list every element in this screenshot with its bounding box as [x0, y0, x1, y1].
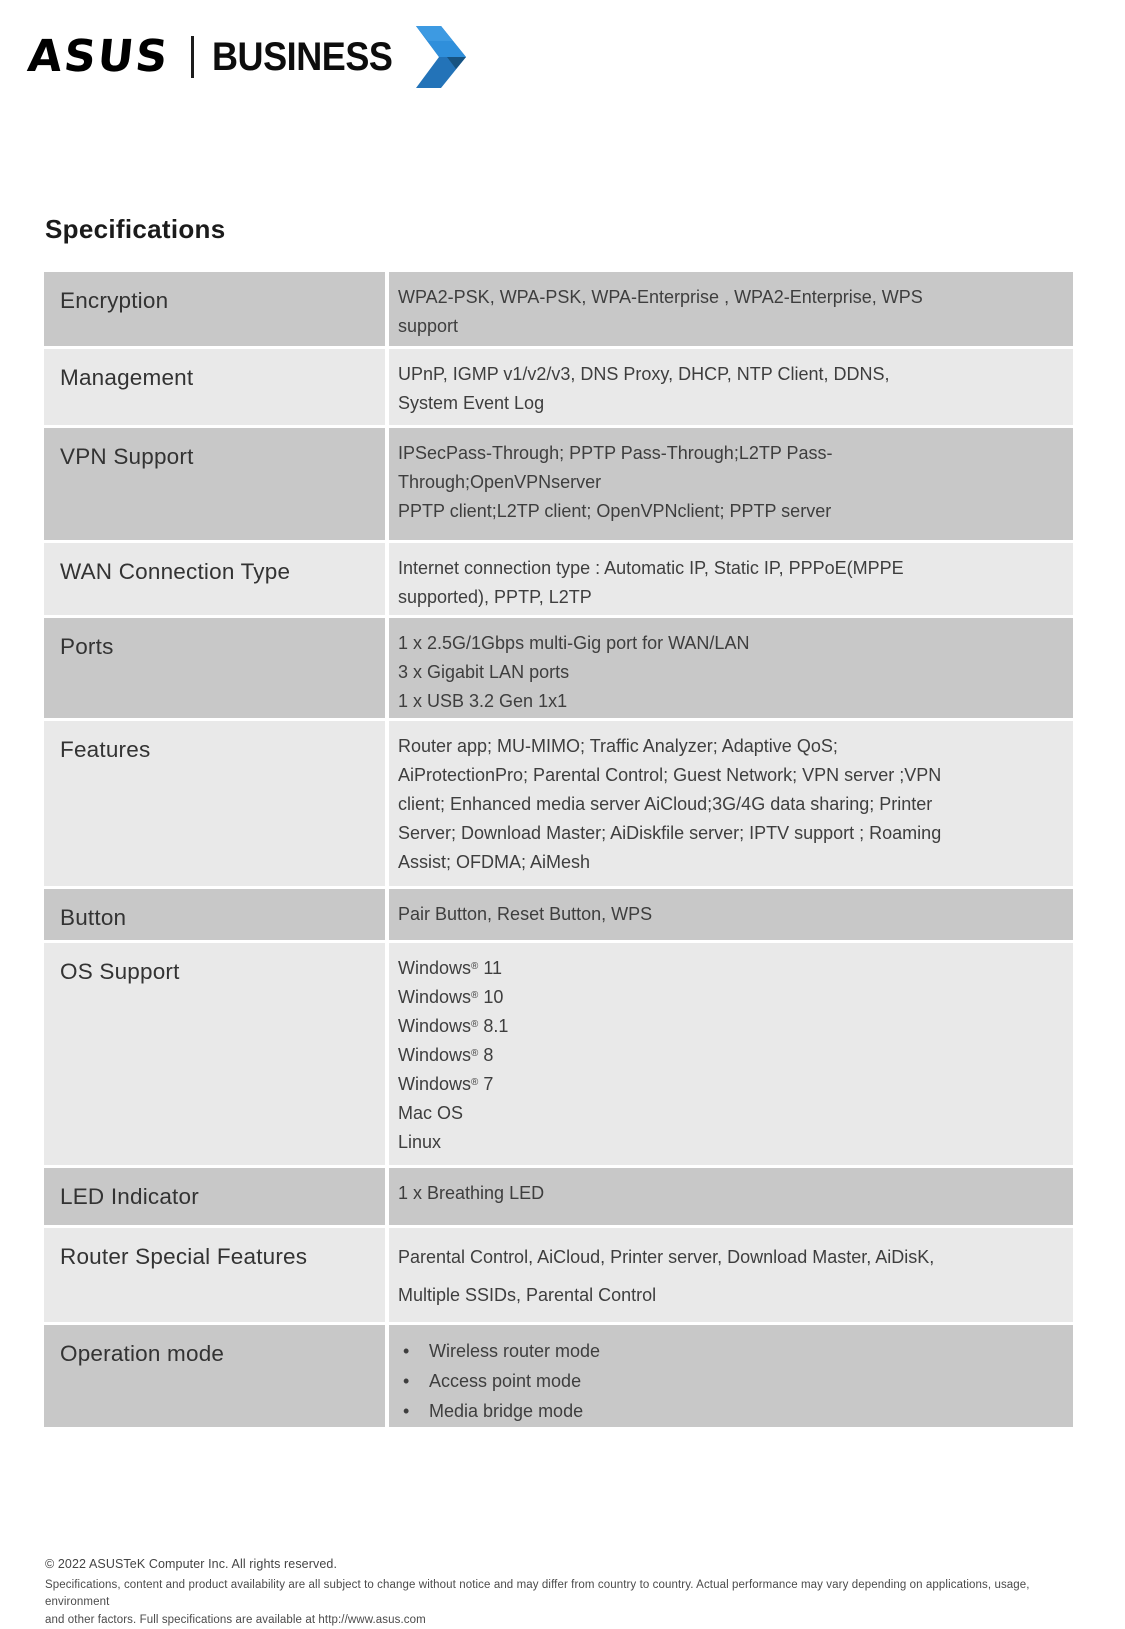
- spec-value-line: Server; Download Master; AiDiskfile server; IPTV support ; Roaming: [398, 819, 1059, 848]
- bullet-item: [398, 1366, 1059, 1396]
- spec-value-line: support: [398, 312, 1059, 341]
- spec-value: [389, 618, 1073, 718]
- spec-value: [389, 1168, 1073, 1225]
- spec-value: [389, 1325, 1073, 1427]
- spec-value: [389, 1228, 1073, 1322]
- spec-value-line: Windows® 7: [398, 1070, 1059, 1099]
- spec-value-line: 1 x USB 3.2 Gen 1x1: [398, 687, 1059, 716]
- spec-value-line: Router app; MU-MIMO; Traffic Analyzer; Adaptive QoS;: [398, 732, 1059, 761]
- spec-value-line: WPA2-PSK, WPA-PSK, WPA-Enterprise , WPA2-Enterprise, WPS: [398, 283, 1059, 312]
- spec-value-line: 1 x Breathing LED: [398, 1179, 1059, 1208]
- spec-label: Features: [44, 721, 385, 886]
- spec-label: Ports: [44, 618, 385, 718]
- spec-value-line: IPSecPass-Through; PPTP Pass-Through;L2TP Pass-: [398, 439, 1059, 468]
- spec-value-line: Windows® 8: [398, 1041, 1059, 1070]
- spec-row: [44, 618, 1073, 718]
- bullet-item: [398, 1396, 1059, 1426]
- spec-value: [389, 943, 1073, 1165]
- spec-value-line: Through;OpenVPNserver: [398, 468, 1059, 497]
- bullet-icon: •: [398, 1366, 429, 1396]
- spec-value-line: PPTP client;L2TP client; OpenVPNclient; PPTP server: [398, 497, 1059, 526]
- spec-value: [389, 428, 1073, 540]
- spec-value-line: client; Enhanced media server AiCloud;3G/4G data sharing; Printer: [398, 790, 1059, 819]
- spec-value-line: Windows® 11: [398, 954, 1059, 983]
- spec-label: Operation mode: [44, 1325, 385, 1427]
- spec-label: Button: [44, 889, 385, 940]
- footer: [45, 1556, 1087, 1629]
- disclaimer-line: Specifications, content and product availability are all subject to change without notice and may differ from country to country. Actual performance may vary depending on applications, usage, environment: [45, 1577, 1087, 1612]
- spec-row: [44, 889, 1073, 940]
- spec-value-line: 3 x Gigabit LAN ports: [398, 658, 1059, 687]
- spec-value-line: supported), PPTP, L2TP: [398, 583, 1059, 612]
- spec-row: [44, 428, 1073, 540]
- logo-divider: [191, 36, 194, 78]
- bullet-icon: •: [398, 1396, 429, 1426]
- spec-row: [44, 1228, 1073, 1322]
- spec-label: Encryption: [44, 272, 385, 346]
- spec-value: [389, 272, 1073, 346]
- chevron-icon: [415, 26, 467, 88]
- spec-label: LED Indicator: [44, 1168, 385, 1225]
- spec-row: [44, 272, 1073, 346]
- spec-table: [44, 272, 1073, 1427]
- spec-value: [389, 543, 1073, 615]
- spec-value-line: 1 x 2.5G/1Gbps multi-Gig port for WAN/LAN: [398, 629, 1059, 658]
- spec-row: [44, 1325, 1073, 1427]
- spec-value-line: System Event Log: [398, 389, 1059, 418]
- spec-value-line: Multiple SSIDs, Parental Control: [398, 1281, 1059, 1310]
- spec-row: [44, 349, 1073, 425]
- bullet-text: Access point mode: [429, 1366, 581, 1396]
- page-title: Specifications: [45, 214, 225, 245]
- bullet-icon: •: [398, 1336, 429, 1366]
- business-wordmark: BUSINESS: [212, 37, 392, 77]
- spec-value-line: Parental Control, AiCloud, Printer server, Download Master, AiDisK,: [398, 1243, 1059, 1272]
- spec-label: Router Special Features: [44, 1228, 385, 1322]
- spec-value-line: Windows® 8.1: [398, 1012, 1059, 1041]
- spec-value-line: Linux: [398, 1128, 1059, 1157]
- spec-value-line: Internet connection type : Automatic IP, Static IP, PPPoE(MPPE: [398, 554, 1059, 583]
- spec-row: [44, 721, 1073, 886]
- spec-label: Management: [44, 349, 385, 425]
- bullet-item: [398, 1336, 1059, 1366]
- spec-row: [44, 1168, 1073, 1225]
- spec-value: [389, 349, 1073, 425]
- spec-row: [44, 543, 1073, 615]
- spec-row: [44, 943, 1073, 1165]
- copyright-line: © 2022 ASUSTeK Computer Inc. All rights reserved.: [45, 1556, 1087, 1574]
- spec-value-line: Pair Button, Reset Button, WPS: [398, 900, 1059, 929]
- bullet-text: Media bridge mode: [429, 1396, 583, 1426]
- brand-header: [28, 24, 467, 90]
- disclaimer-line: and other factors. Full specifications are available at http://www.asus.com: [45, 1612, 1087, 1629]
- spec-label: WAN Connection Type: [44, 543, 385, 615]
- bullet-text: Wireless router mode: [429, 1336, 600, 1366]
- asus-logo: ASUS: [26, 35, 172, 79]
- spec-value-line: Assist; OFDMA; AiMesh: [398, 848, 1059, 877]
- spec-label: OS Support: [44, 943, 385, 1165]
- spec-value-line: Mac OS: [398, 1099, 1059, 1128]
- spec-value: [389, 721, 1073, 886]
- spec-label: VPN Support: [44, 428, 385, 540]
- spec-value-line: Windows® 10: [398, 983, 1059, 1012]
- spec-value-line: AiProtectionPro; Parental Control; Guest Network; VPN server ;VPN: [398, 761, 1059, 790]
- spec-value-line: UPnP, IGMP v1/v2/v3, DNS Proxy, DHCP, NTP Client, DDNS,: [398, 360, 1059, 389]
- spec-value: [389, 889, 1073, 940]
